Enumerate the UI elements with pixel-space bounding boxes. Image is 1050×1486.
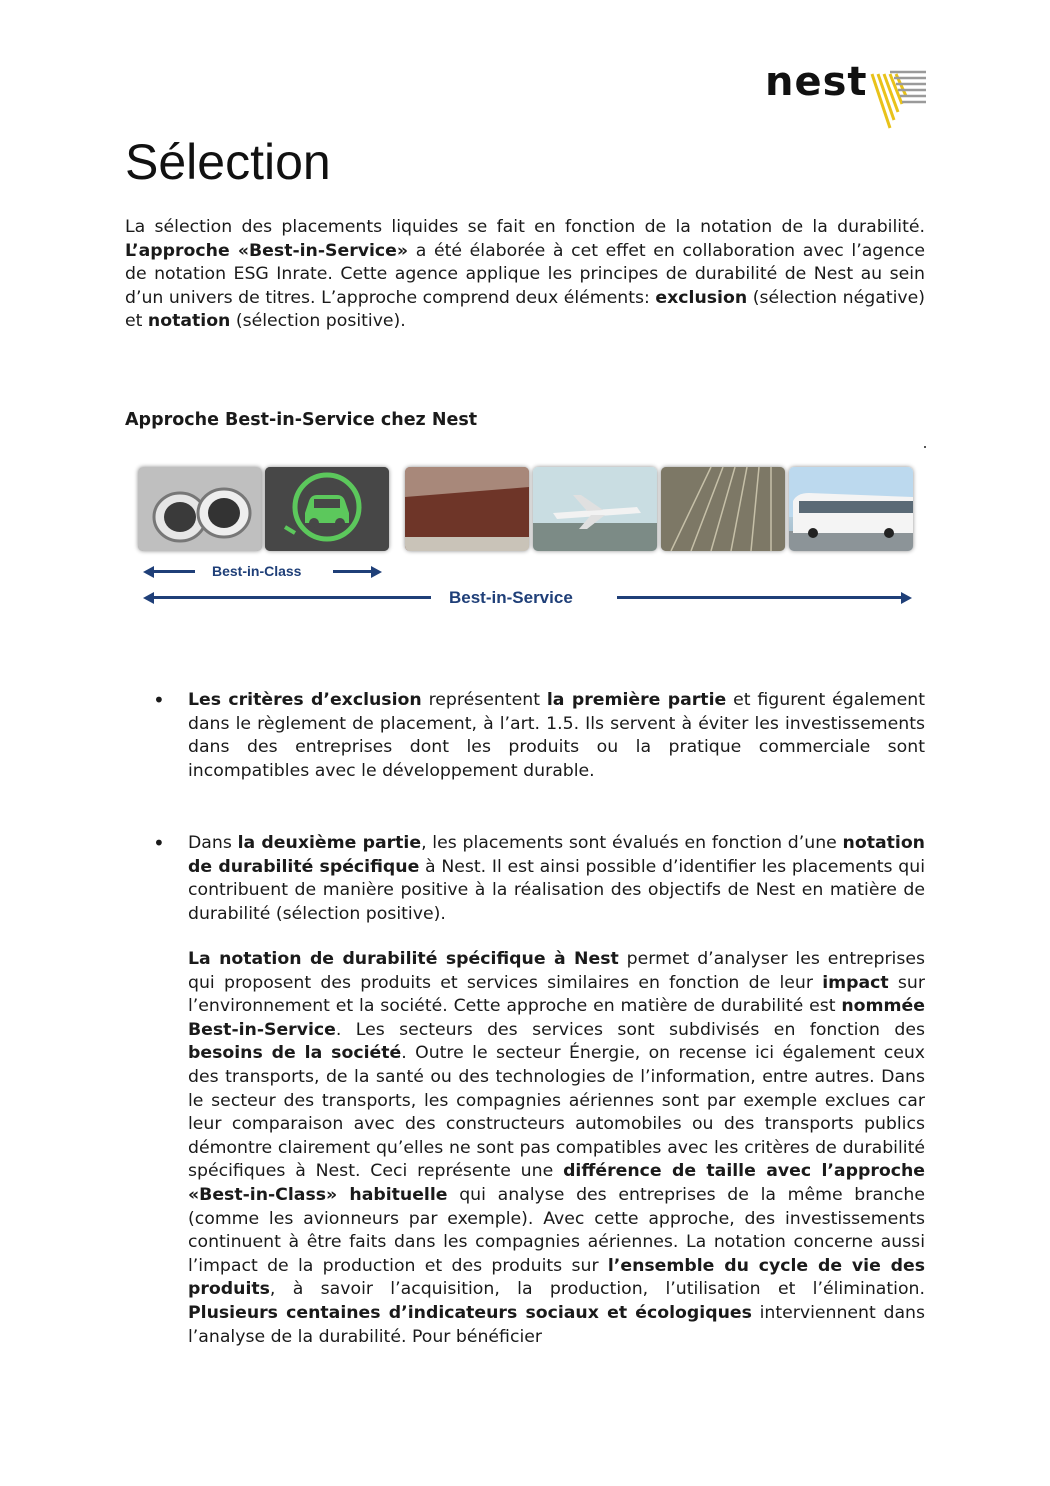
page-title: Sélection: [125, 134, 331, 190]
arrow-line: [153, 596, 431, 599]
intro-paragraph: La sélection des placements liquides se fait en fonction de la notation de la durabilité. L’approche «Best-in-Service» a été élaborée à cet effet en collaboration avec l’agence de notation ESG Inrate. Cette agence applique les principes de durabilité de Nest au sein d’un univers de titres. L’approche comprend deux éléments: exclusion (sélection négative) et notation (sélection positive).: [125, 217, 925, 332]
electric-car-photo: [265, 467, 389, 551]
section-heading: Approche Best-in-Service chez Nest: [125, 410, 478, 430]
arrow-line: [333, 570, 373, 573]
electric-car-icon: [265, 467, 389, 551]
stray-dot: [924, 446, 926, 448]
photo-strip: [135, 463, 920, 555]
arrow-line: [617, 596, 903, 599]
bullet-marker: •: [153, 831, 165, 855]
exhaust-pipes-photo: [138, 467, 262, 551]
nest-rating-paragraph: La notation de durabilité spécifique à Nest permet d’analyser les entreprises qui proposent des produits et services similaires en fonction de leur impact sur l’environnement et la société. Cette approche en matière de durabilité est nommée Best-in-Service. Les secteurs des services sont subdivisés en fonction des besoins de la société. Outre le secteur Énergie, on recense ici également ceux des transports, de la santé ou des technologies de l’information, entre autres. Dans le secteur des transports, les compagnies aériennes sont par exemple exclues car leur comparaison avec des constructeurs automobiles ou des transports publics démontre clairement qu’elles ne sont pas compatibles avec les critères de durabilité spécifiques à Nest. Ceci représente une différence de taille avec l’approche «Best-in-Class» habituelle qui analyse des entreprises de la même branche (comme les avionneurs par exemple). Avec cette approche, des investissements continuent à être faits dans les compagnies aériennes. La notation concerne aussi l’impact de la production et des produits sur l’ensemble du cycle de vie des produits, à savoir l’acquisition, la production, l’utilisation et l’élimination. Plusieurs centaines d’indicateurs sociaux et écologiques interviennent dans l’analyse de la durabilité. Pour bénéficier: [188, 949, 926, 1347]
logo-stripes-icon: [870, 68, 930, 132]
best-in-service-figure: [135, 463, 920, 613]
best-in-class-label: Best-in-Class: [212, 563, 302, 579]
logo-wordmark: nest: [765, 59, 868, 105]
bullet-marker: •: [153, 688, 165, 712]
nest-logo: [765, 60, 930, 135]
airplane-photo: [533, 467, 657, 551]
bus-photo: [789, 467, 913, 551]
second-part-paragraph: Dans la deuxième partie, les placements sont évalués en fonction d’une notation de durabilité spécifique à Nest. Il est ainsi possible d’identifier les placements qui contribuent de manière positive à la réalisation des objectifs de Nest en matière de durabilité (sélection positive).: [188, 833, 925, 924]
railway-photo: [661, 467, 785, 551]
arrow-right-icon: [901, 592, 912, 604]
best-in-service-label: Best-in-Service: [449, 588, 573, 607]
arrow-right-icon: [371, 566, 382, 578]
exclusion-criteria-paragraph: Les critères d’exclusion représentent la première partie et figurent également dans le règlement de placement, à l’art. 1.5. Ils servent à éviter les investissements dans des entreprises dont les produits ou la pratique commerciale sont incompatibles avec le développement durable.: [188, 690, 925, 781]
arrow-line: [153, 570, 195, 573]
cargo-ship-photo: [405, 467, 529, 551]
